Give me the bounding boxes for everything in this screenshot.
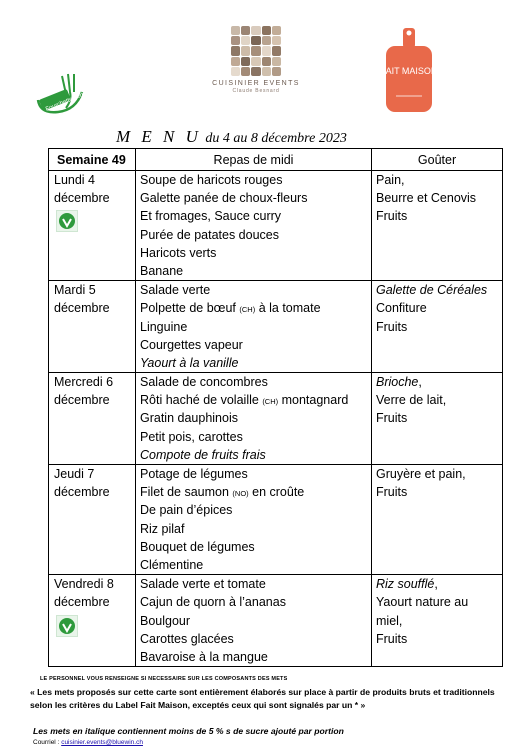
meal-item	[140, 281, 367, 299]
cuisinier-brand: CUISINIER EVENTS	[212, 80, 300, 87]
snack-item-text: Fruits	[376, 209, 408, 224]
meal-item	[140, 501, 367, 519]
meal-item-text: Filet de saumon	[140, 485, 229, 500]
day-cell	[49, 575, 136, 667]
meal-item	[140, 262, 367, 280]
meal-item	[140, 593, 367, 611]
meal-item-text: Bavaroise à la mangue	[140, 649, 268, 664]
meal-item-text: Compote de fruits frais	[140, 447, 266, 462]
meal-item-text: Yaourt à la vanille	[140, 355, 239, 370]
day-cell	[49, 281, 136, 373]
meal-item	[140, 648, 367, 666]
fourchette-verte-badge-icon	[56, 210, 78, 232]
fait-maison-text: FAIT MAISON	[382, 66, 436, 76]
table-header-row	[49, 149, 503, 171]
snack-item-text: Riz soufflé	[376, 577, 435, 592]
day-label: décembre	[54, 595, 110, 610]
table-row	[49, 575, 503, 667]
meal-item	[140, 446, 367, 464]
meal-item-text: De pain d’épices	[140, 503, 233, 518]
meal-item-text: Salade verte et tomate	[140, 577, 266, 592]
snack-item-text: Brioche	[376, 375, 419, 390]
header-lunch: Repas de midi	[136, 149, 372, 171]
meal-item-text: Soupe de haricots rouges	[140, 173, 283, 187]
day-label: Mardi 5	[54, 283, 96, 298]
meal-item	[140, 465, 367, 483]
meal-item-text: Courgettes vapeur	[140, 337, 243, 352]
snack-item	[376, 391, 498, 409]
contact-label: Courriel :	[33, 739, 62, 746]
meal-item-text: Galette panée de choux-fleurs	[140, 191, 308, 206]
meal-item	[140, 336, 367, 354]
fork-icon	[32, 70, 94, 118]
snack-item-text: Fruits	[376, 631, 408, 646]
snack-cell	[372, 171, 503, 281]
meal-item-text: Salade de concombres	[140, 375, 268, 390]
italic-sugar-note: Les mets en italique contiennent moins de 5 % s de sucre ajouté par portion	[33, 726, 344, 736]
fourchette-verte-badge-icon	[56, 615, 78, 637]
meal-item-text: Et fromages, Sauce curry	[140, 209, 282, 224]
snack-item	[376, 483, 498, 501]
snack-item	[376, 575, 498, 593]
table-row	[49, 373, 503, 465]
snack-item	[376, 281, 498, 299]
fourchette-label: Fourchette verte	[44, 90, 88, 113]
meal-item	[140, 428, 367, 446]
snack-item	[376, 299, 498, 317]
snack-item-text: Galette de Céréales	[376, 283, 488, 298]
meal-item-text: Banane	[140, 263, 184, 278]
snack-item	[376, 318, 498, 336]
table-row	[49, 281, 503, 373]
header-week: Semaine 49	[49, 149, 136, 171]
meal-item	[140, 299, 367, 317]
meal-item	[140, 575, 367, 593]
snack-item	[376, 409, 498, 427]
origin-tag: (CH)	[239, 305, 256, 315]
meal-item	[140, 391, 367, 409]
meal-item-text: Polpette de bœuf	[140, 301, 236, 316]
snack-item	[376, 465, 498, 483]
meal-item	[140, 171, 367, 189]
snack-item	[376, 593, 498, 611]
meal-item-text: Purée de patates douces	[140, 227, 279, 242]
day-cell	[49, 373, 136, 465]
meal-item-text: Boulgour	[140, 613, 191, 628]
meal-item-text: Carottes glacées	[140, 631, 234, 646]
meal-item-text: Rôti haché de volaille	[140, 393, 259, 408]
table-row	[49, 171, 503, 281]
page-title	[116, 127, 347, 147]
fourchette-verte-logo	[32, 70, 94, 118]
day-label: Vendredi 8	[54, 577, 114, 592]
day-cell	[49, 465, 136, 575]
day-label: Lundi 4	[54, 173, 96, 187]
day-label: Jeudi 7	[54, 467, 95, 481]
lunch-cell	[136, 171, 372, 281]
snack-item-text: Yaourt nature au	[376, 595, 469, 610]
cuisinier-events-logo	[196, 26, 316, 108]
snack-cell	[372, 373, 503, 465]
snack-item-text: Confiture	[376, 301, 427, 316]
meal-item-text: Petit pois, carottes	[140, 429, 243, 444]
meal-item-text: Linguine	[140, 319, 188, 334]
fait-maison-logo	[382, 24, 436, 116]
meal-item	[140, 483, 367, 501]
meal-item-text: Clémentine	[140, 557, 204, 572]
meal-item-suffix: à la tomate	[255, 301, 321, 316]
meal-item	[140, 189, 367, 207]
meal-item	[140, 520, 367, 538]
day-label: décembre	[54, 393, 110, 408]
meal-item	[140, 612, 367, 630]
day-cell	[49, 171, 136, 281]
snack-item-text: Fruits	[376, 411, 408, 426]
meal-item	[140, 207, 367, 225]
meal-item-text: Riz pilaf	[140, 521, 185, 536]
snack-item	[376, 171, 498, 189]
meal-item-text: Bouquet de légumes	[140, 539, 255, 554]
contact-line	[33, 739, 143, 746]
title-dates: du 4 au 8 décembre 2023	[205, 131, 347, 146]
origin-tag: (CH)	[262, 397, 279, 407]
snack-item	[376, 630, 498, 648]
snack-item	[376, 373, 498, 391]
meal-item-text: Haricots verts	[140, 245, 217, 260]
meal-item-suffix: en croûte	[248, 485, 305, 500]
snack-item-text: Fruits	[376, 485, 408, 500]
staff-note: LE PERSONNEL VOUS RENSEIGNE SI NECESSAIRE SUR LES COMPOSANTS DES METS	[40, 676, 288, 682]
meal-item-text: Gratin dauphinois	[140, 411, 238, 426]
snack-item	[376, 189, 498, 207]
meal-item-text: Cajun de quorn à l’ananas	[140, 595, 286, 610]
meal-item-text: Potage de légumes	[140, 467, 248, 481]
cuisinier-sub: Claude Besnard	[232, 88, 280, 94]
contact-email-link[interactable]: cuisinier.events@bluewin.ch	[61, 739, 143, 746]
day-label: décembre	[54, 485, 110, 500]
snack-item-text: Beurre et Cenovis	[376, 191, 477, 206]
weekly-menu-table	[48, 148, 503, 667]
meal-item	[140, 373, 367, 391]
day-label: Mercredi 6	[54, 375, 114, 390]
day-label: décembre	[54, 191, 110, 206]
snack-item-suffix: ,	[434, 577, 438, 592]
snack-item-text: Pain,	[376, 173, 405, 187]
lunch-cell	[136, 373, 372, 465]
cutting-board-icon	[382, 24, 436, 116]
title-menu: M E N U	[116, 127, 202, 146]
day-label: décembre	[54, 301, 110, 316]
snack-item-suffix: ,	[418, 375, 422, 390]
snack-item-text: miel,	[376, 613, 403, 628]
snack-item	[376, 612, 498, 630]
kitchen-mosaic-icon	[231, 26, 281, 76]
meal-item-text: Salade verte	[140, 283, 211, 298]
lunch-cell	[136, 575, 372, 667]
snack-cell	[372, 281, 503, 373]
meal-item	[140, 354, 367, 372]
snack-item-text: Gruyère et pain,	[376, 467, 466, 481]
snack-item-text: Verre de lait,	[376, 393, 447, 408]
snack-item	[376, 207, 498, 225]
meal-item	[140, 556, 367, 574]
table-row	[49, 465, 503, 575]
meal-item	[140, 244, 367, 262]
meal-item	[140, 630, 367, 648]
label-fait-maison-note: « Les mets proposés sur cette carte sont entièrement élaborés sur place à partir de produits bruts et traditionnels selon les critères du Label Fait Maison, exceptés ceux qui sont signalés par un * »	[30, 687, 495, 710]
snack-item-text: Fruits	[376, 319, 408, 334]
snack-cell	[372, 465, 503, 575]
meal-item	[140, 318, 367, 336]
meal-item	[140, 409, 367, 427]
meal-item-suffix: montagnard	[278, 393, 349, 408]
origin-tag: (NO)	[232, 489, 249, 499]
meal-item	[140, 538, 367, 556]
header-snack: Goûter	[372, 149, 503, 171]
meal-item	[140, 226, 367, 244]
lunch-cell	[136, 465, 372, 575]
snack-cell	[372, 575, 503, 667]
lunch-cell	[136, 281, 372, 373]
